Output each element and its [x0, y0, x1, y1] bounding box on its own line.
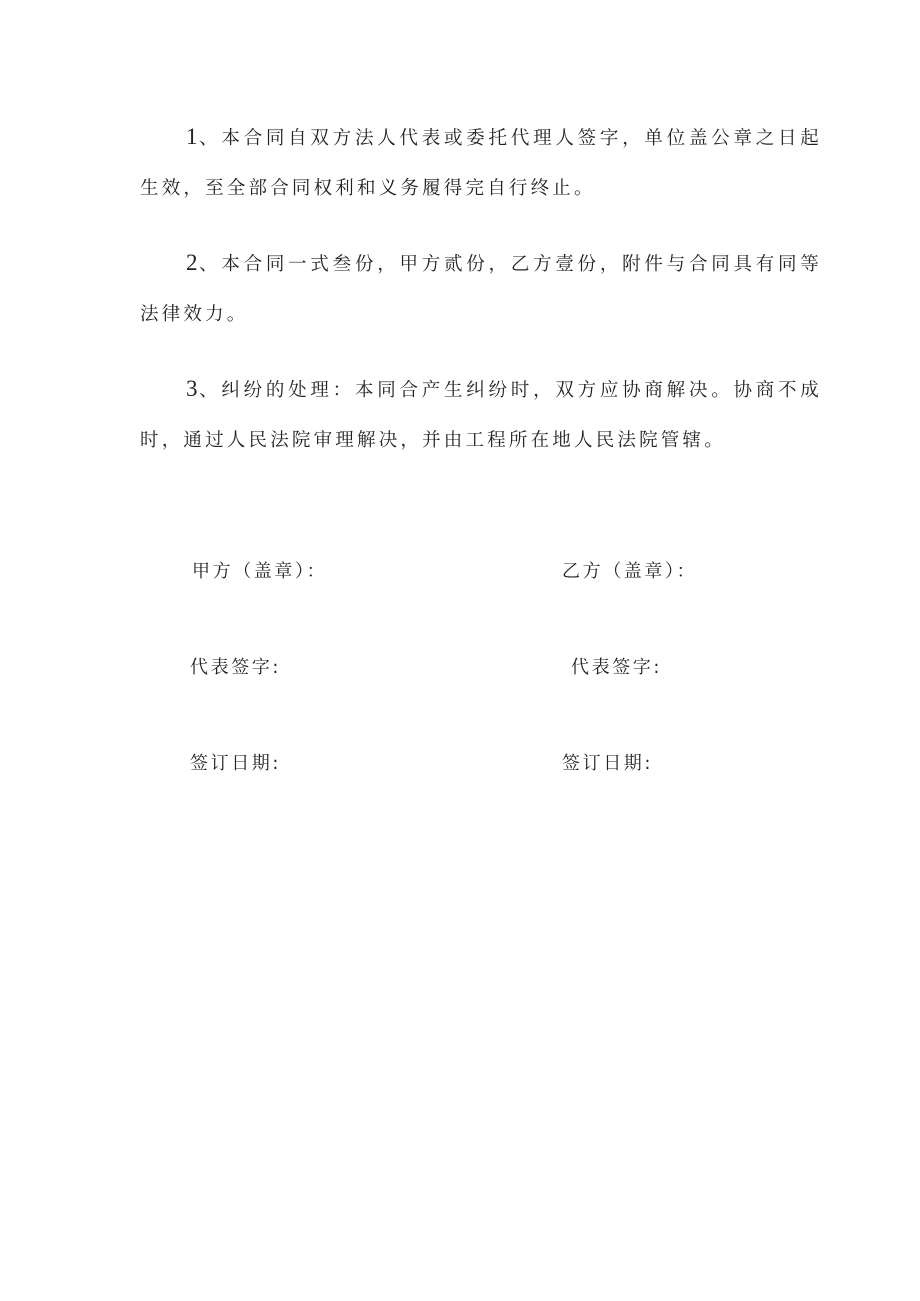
party-b-signature-label: 代表签字: — [571, 657, 663, 678]
clause-1-number: 1 — [186, 124, 199, 149]
clause-3 — [140, 364, 822, 466]
party-a-date-label: 签订日期: — [190, 753, 282, 774]
clause-1 — [140, 112, 822, 214]
clause-1-text: 、本合同自双方法人代表或委托代理人签字，单位盖公章之日起生效，至全部合同权利和义务履得完自行终止。 — [140, 128, 822, 199]
party-a-signature-label: 代表签字: — [190, 657, 282, 678]
party-a-seal-label: 甲方（盖章）： — [192, 561, 328, 582]
party-b-date-label: 签订日期: — [562, 753, 654, 774]
clause-3-number: 3 — [186, 376, 199, 401]
party-b-seal-label: 乙方（盖章）： — [562, 561, 698, 582]
clause-2 — [140, 238, 822, 340]
clause-2-number: 2 — [186, 250, 199, 275]
contract-clauses — [140, 112, 822, 490]
clause-2-text: 、本合同一式叁份，甲方贰份，乙方壹份，附件与合同具有同等法律效力。 — [140, 254, 822, 325]
clause-3-text: 、纠纷的处理：本同合产生纠纷时，双方应协商解决。协商不成时，通过人民法院审理解决，并由工程所在地人民法院管辖。 — [140, 380, 822, 451]
